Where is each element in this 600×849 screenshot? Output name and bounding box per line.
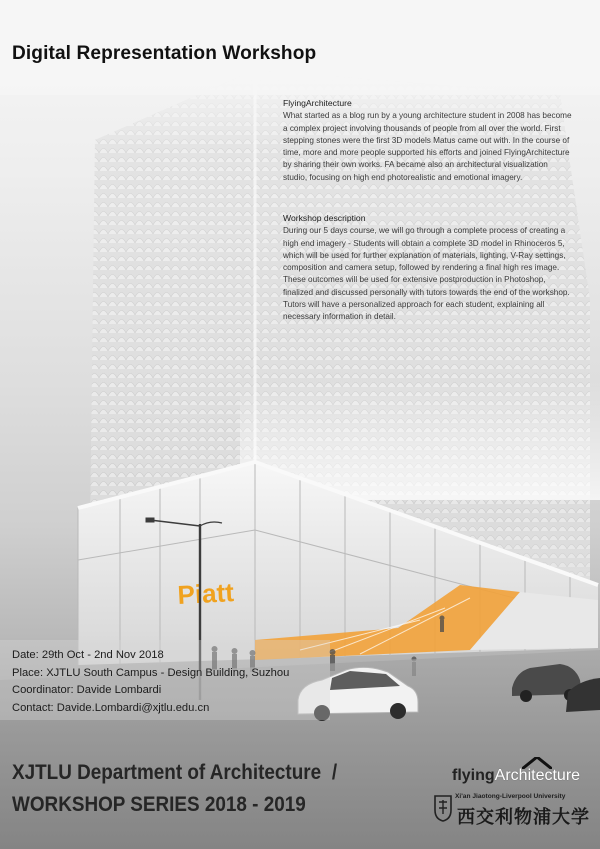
series-line-1 <box>12 757 337 789</box>
render-sign-text: Piatt <box>176 577 235 610</box>
university-name-cn: 西交利物浦大学 <box>457 807 590 828</box>
series-line-2: WORKSHOP SERIES 2018 - 2019 <box>12 793 306 816</box>
workshop-body: During our 5 days course, we will go through a complete process of creating a high end imagery - Students will obtain a complete 3D model in Rhinoceros 5, which will be used for further explanation of materials, lighting, V-Ray settings, composition and camera setup, followed by rendering a final high res image. These outcomes will be used for extensive postproduction in Photoshop, finalized and discussed personally with tutors towards the end of the workshop. Tutors will have a personalized approach for each student, explaining all necessary information in detail. <box>283 226 570 322</box>
event-coordinator: Coordinator: Davide Lombardi <box>12 684 162 697</box>
logo-text-architecture: Architecture <box>494 767 581 784</box>
university-seal-icon <box>433 792 453 822</box>
event-contact: Contact: Davide.Lombardi@xjtlu.edu.cn <box>12 702 210 715</box>
about-heading: FlyingArchitecture <box>283 98 352 108</box>
logo-text-flying: flying <box>452 767 495 784</box>
department-name: XJTLU Department of Architecture <box>12 761 322 784</box>
event-place: Place: XJTLU South Campus - Design Building, Suzhou <box>12 666 290 679</box>
flying-architecture-logo <box>452 767 580 785</box>
event-details <box>12 647 289 718</box>
series-slash: / <box>331 761 338 784</box>
logo-roof-icon <box>522 757 552 769</box>
university-name-en: Xi'an Jiaotong-Liverpool University <box>455 793 566 800</box>
about-body: What started as a blog run by a young architecture student in 2008 has become a complex project involving thousands of people from all over the world. First stepping stones were the first 3D models Matus came out with. In the course of time, more and more people supported his efforts and joined FlyingArchitecture by sharing their own works. FA became also an architectural visualization studio, focusing on high end photorealistic and emotional imagery. <box>283 111 572 182</box>
event-date: Date: 29th Oct - 2nd Nov 2018 <box>12 649 164 661</box>
xjtlu-logo <box>433 792 593 832</box>
workshop-section <box>283 212 573 324</box>
about-section <box>283 97 573 184</box>
workshop-heading: Workshop description <box>283 213 366 223</box>
series-heading <box>12 757 373 821</box>
poster-title: Digital Representation Workshop <box>12 42 317 64</box>
